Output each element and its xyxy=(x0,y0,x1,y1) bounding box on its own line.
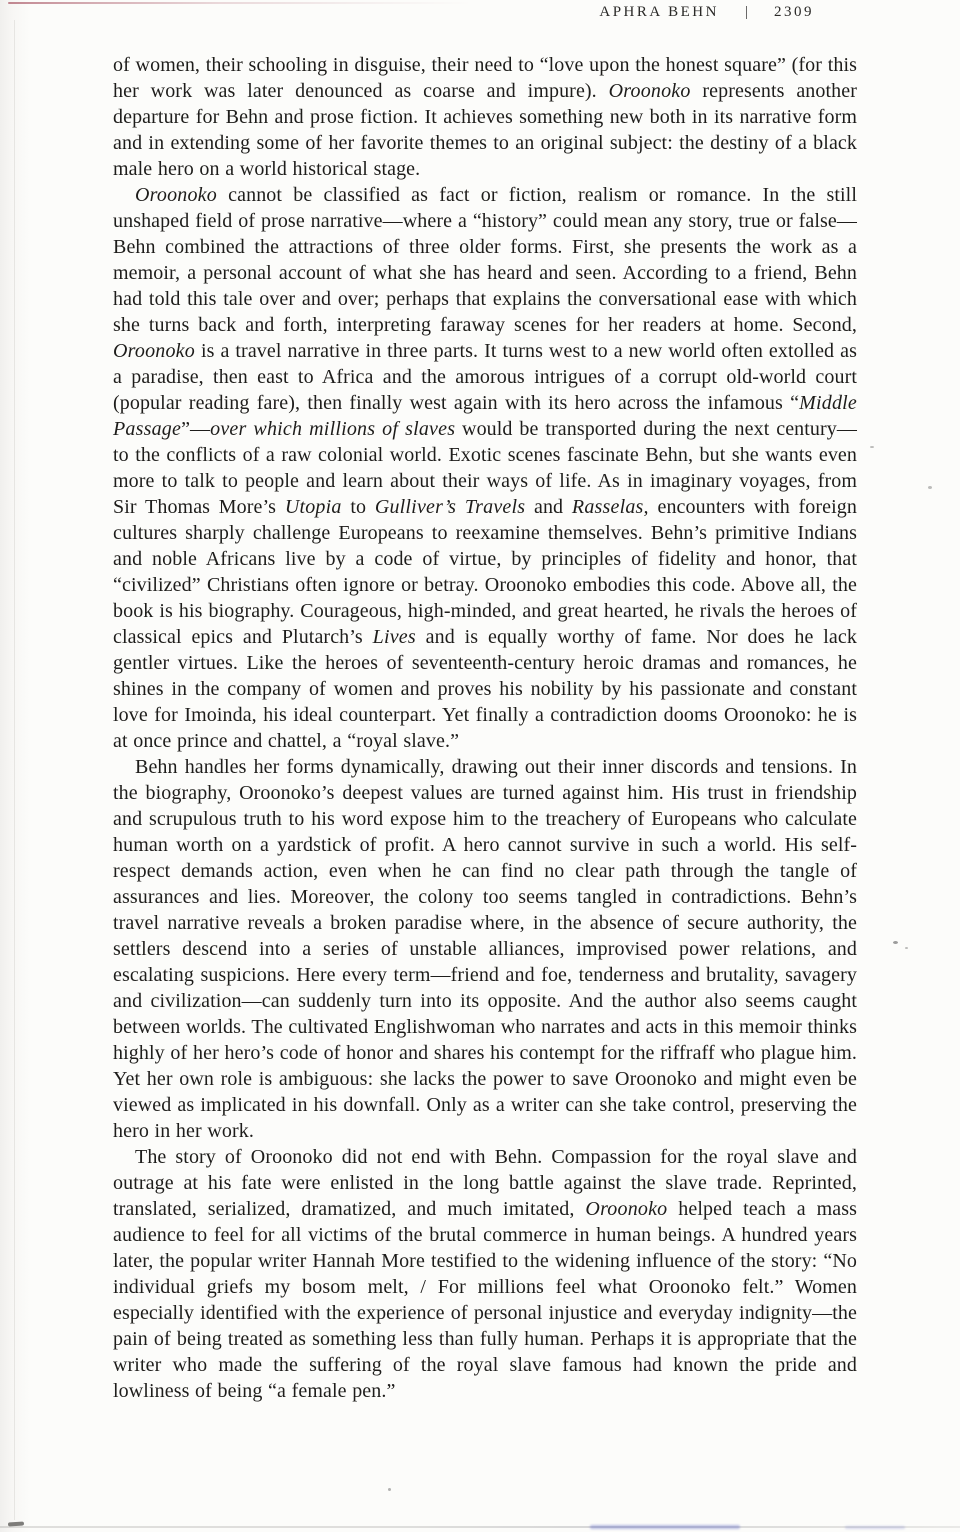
page-gutter-shadow xyxy=(0,0,30,1532)
scan-speck xyxy=(928,486,932,489)
running-head-author: APHRA BEHN xyxy=(599,4,719,20)
text-run: ”— xyxy=(181,418,211,440)
page-number: 2309 xyxy=(774,4,814,20)
scan-artifact-blue-smudge-2 xyxy=(845,1526,905,1529)
text-run: The story of Oroonoko did not end with Behn. Compassion for the royal slave and outrage at his fate were enlisted in the long battle against the slave trade. Reprinted, translated, serialized, dramatized, and much imitated, xyxy=(113,1146,857,1220)
text-run: of women, their schooling in disguise, their need to “love upon the honest square” (for this her work was later denounced as coarse and impure). xyxy=(113,54,857,102)
scan-speck xyxy=(905,947,908,949)
italic-text-run: Middle Passage xyxy=(113,392,857,440)
paragraph xyxy=(113,182,857,754)
italic-text-run: Rasselas, xyxy=(571,496,649,518)
italic-text-run: Oroonoko xyxy=(135,184,217,206)
italic-text-run: over which millions of slaves xyxy=(210,418,456,440)
text-run: and xyxy=(525,496,572,518)
scan-artifact-blue-smudge xyxy=(590,1525,740,1529)
running-head-separator: | xyxy=(744,4,748,20)
scan-artifact-top-red-line xyxy=(8,2,473,4)
scan-edge-line xyxy=(14,20,15,1520)
page-text xyxy=(113,52,857,1404)
paragraph xyxy=(113,52,857,182)
scan-artifact-bottom-edge xyxy=(0,1526,960,1528)
text-run: represents another departure for Behn and prose fiction. It achieves something new both in its narrative form and in extending some of her favorite themes to an original subject: the destiny of a black male hero on a world historical stage. xyxy=(113,80,857,180)
text-run: is a travel narrative in three parts. It turns west to a new world often extolled as a paradise, then east to Africa and the amorous intrigues of a corrupt old-world court (popular reading fare), then finally west again with its hero across the infamous “ xyxy=(113,340,857,414)
text-run: helped teach a mass audience to feel for all victims of the brutal commerce in human beings. A hundred years later, the popular writer Hannah More testified to the widening influence of the story: “No individual griefs my bosom melt, / For millions feel what Oroonoko felt.” Women especially identified with the experience of personal injustice and everyday indignity—the pain of being treated as something less than fully human. Perhaps it is appropriate that the writer who made the suffering of the royal slave famous had known the pride and lowliness of being “a female pen.” xyxy=(113,1198,858,1402)
italic-text-run: Gulliver’s Travels xyxy=(374,496,526,518)
paragraph xyxy=(113,1144,857,1404)
paragraph xyxy=(113,754,857,1144)
text-run: encounters with foreign cultures sharply challenge Europeans to reexamine themselves. Behn’s primitive Indians and noble Africans live by a code of virtue, by principles of fidelity and honor, that “civilized” Christians often ignore or betray. Oroonoko embodies this code. Above all, the book is his biography. Courageous, high-minded, and great hearted, he rivals the heroes of classical epics and Plutarch’s xyxy=(113,496,857,648)
italic-text-run: Oroonoko xyxy=(113,340,195,362)
italic-text-run: Lives xyxy=(372,626,416,648)
scan-speck xyxy=(870,446,874,448)
scan-speck xyxy=(388,1488,391,1491)
italic-text-run: Utopia xyxy=(284,496,342,518)
scan-speck xyxy=(893,941,898,944)
text-run: cannot be classified as fact or fiction, realism or romance. In the still unshaped field of prose narrative—where a “history” could mean any story, true or false—Behn combined the attractions of three older forms. First, she presents the work as a memoir, a personal account of what she has heard and seen. According to a friend, Behn had told this tale over and over; perhaps that explains the conversational ease with which she turns back and forth, interpreting faraway scenes for her readers at home. Second, xyxy=(113,184,857,336)
text-run: Behn handles her forms dynamically, drawing out their inner discords and tensions. In the biography, Oroonoko’s deepest values are turned against him. His trust in friendship and scrupulous truth to his word expose him to the treachery of Europeans who calculate human worth on a yardstick of profit. A hero cannot survive in such a world. His self-respect demands action, even when he can find no clear path through the tangle of assurances and lies. Moreover, the colony too seems tangled in contradictions. Behn’s travel narrative reveals a broken paradise where, in the absence of secure authority, the settlers descend into a series of unstable alliances, improvised power relations, and escalating suspicions. Here every term—friend and foe, tenderness and brutality, savagery and civilization—can suddenly turn into its opposite. And the author also seems caught between worlds. The cultivated Englishwoman who narrates and acts in this memoir thinks highly of her hero’s code of honor and shares his contempt for the riffraff who plague him. Yet her own role is ambiguous: she lacks the power to save Oroonoko and might even be viewed as implicated in his downfall. Only as a writer can she take control, preserving the hero in her work. xyxy=(113,756,857,1142)
italic-text-run: Oroonoko xyxy=(585,1198,668,1220)
text-run: would be transported during the next century—to the conflicts of a raw colonial world. Exotic scenes fascinate Behn, but she wants even more to talk to people and learn about their ways of life. As in imaginary voyages, from Sir Thomas More’s xyxy=(113,418,857,518)
text-run: to xyxy=(341,496,375,518)
italic-text-run: Oroonoko xyxy=(608,80,691,102)
text-run: and is equally worthy of fame. Nor does he lack gentler virtues. Like the heroes of seventeenth-century heroic dramas and romances, he shines in the company of women and proves his nobility by his passionate and constant love for Imoinda, his ideal counterpart. Yet finally a contradiction dooms Oroonoko: he is at once prince and chattel, a “royal slave.” xyxy=(113,626,857,752)
running-head xyxy=(599,4,814,21)
